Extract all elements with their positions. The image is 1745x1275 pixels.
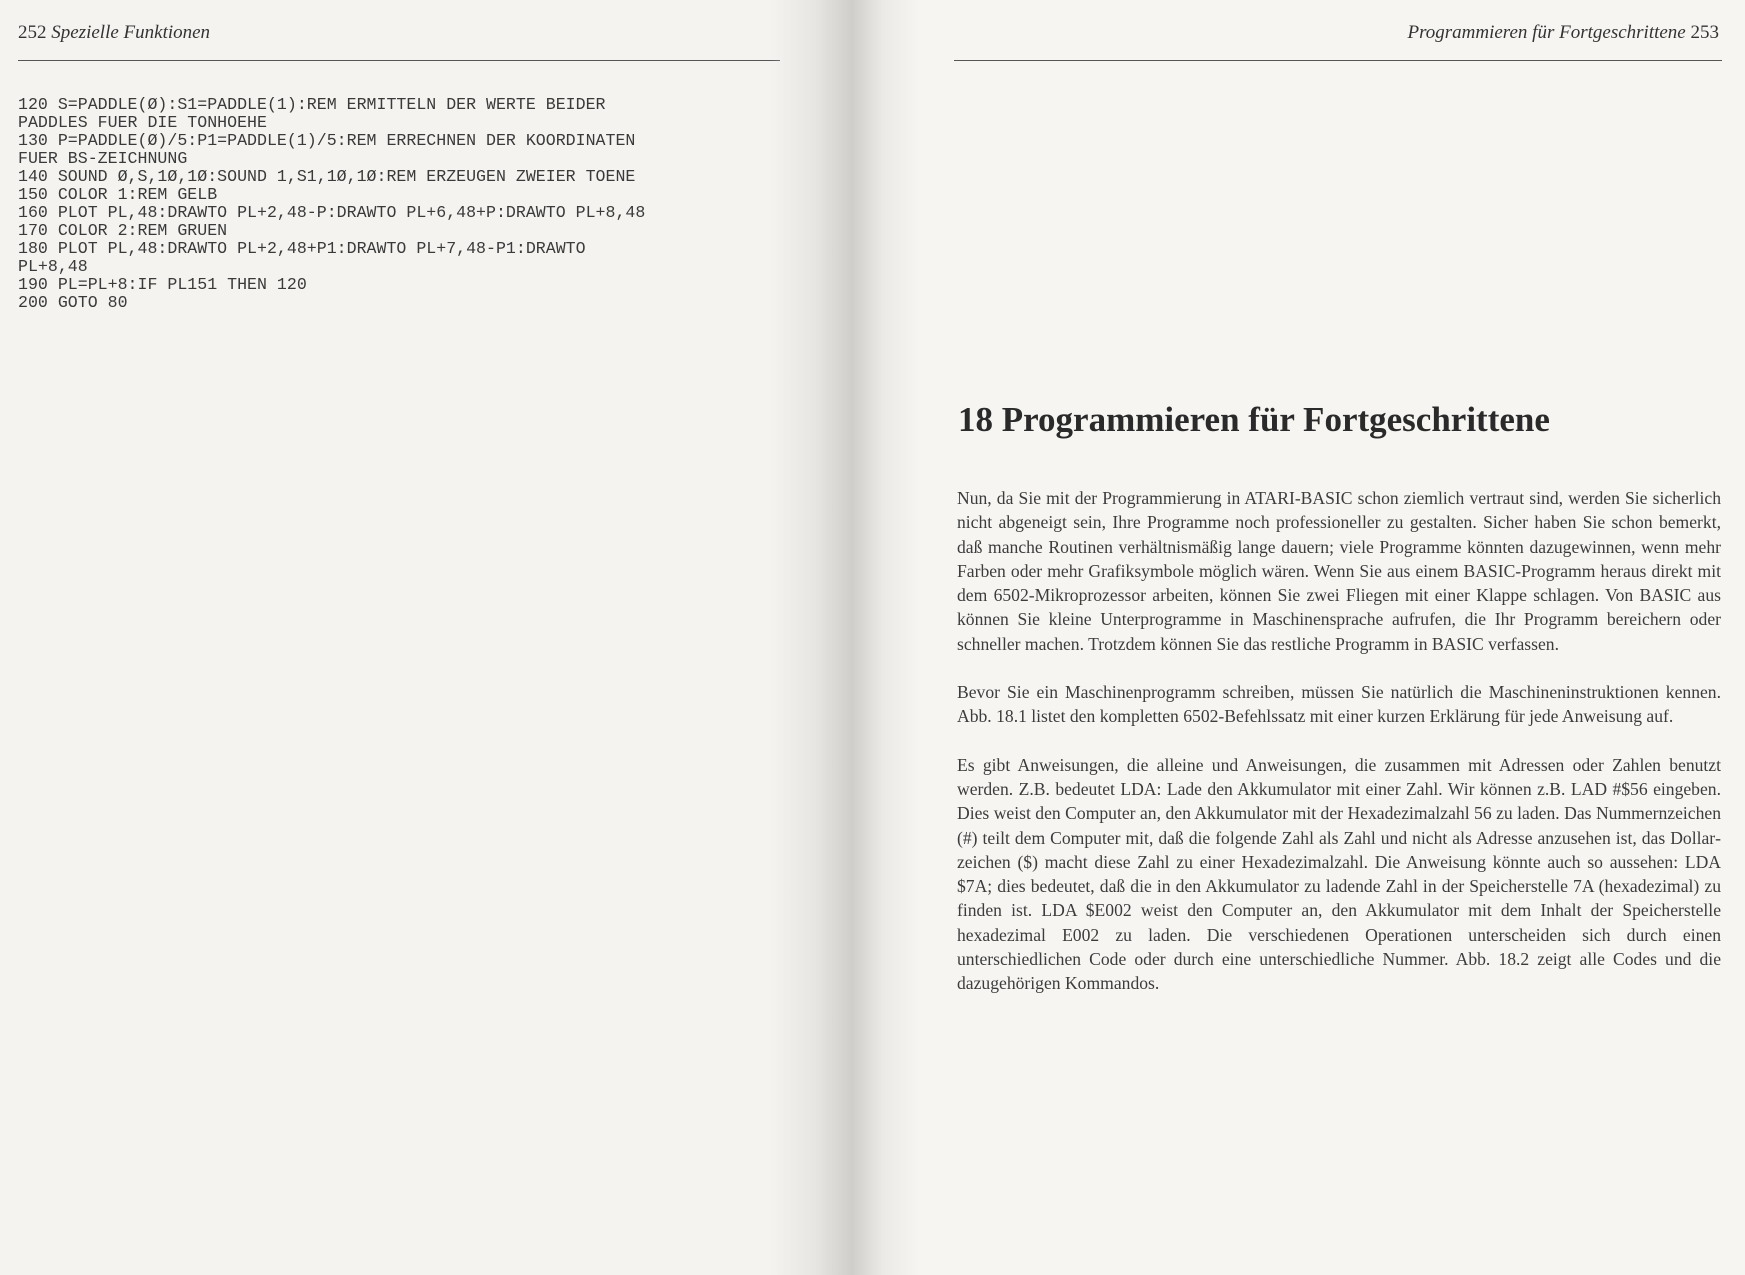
code-line: 120 S=PADDLE(Ø):S1=PADDLE(1):REM ERMITTELN DER WERTE BEIDER xyxy=(18,95,606,114)
code-line: 200 GOTO 80 xyxy=(18,293,128,312)
chapter-body xyxy=(957,486,1721,1020)
paragraph: Bevor Sie ein Maschinenprogramm schreiben, müssen Sie natürlich die Maschineninstruktionen kennen. Abb. 18.1 listet den kompletten 6502-Befehlssatz mit einer kurzen Erklärung für jede Anweisung auf. xyxy=(957,682,1721,727)
right-page-number: 253 xyxy=(1690,22,1719,43)
right-running-head xyxy=(1407,22,1719,44)
left-page xyxy=(0,0,858,1275)
code-line: PADDLES FUER DIE TONHOEHE xyxy=(18,113,267,132)
left-header-rule xyxy=(18,60,780,61)
code-line: 170 COLOR 2:REM GRUEN xyxy=(18,221,228,240)
code-line: FUER BS-ZEICHNUNG xyxy=(18,149,188,168)
code-line: 160 PLOT PL,48:DRAWTO PL+2,48-P:DRAWTO PL+6,48+P:DRAWTO PL+8,48 xyxy=(18,203,646,222)
code-line: 180 PLOT PL,48:DRAWTO PL+2,48+P1:DRAWTO PL+7,48-P1:DRAWTO xyxy=(18,239,586,258)
right-page xyxy=(858,0,1745,1275)
code-line: 190 PL=PL+8:IF PL151 THEN 120 xyxy=(18,275,307,294)
code-line: 130 P=PADDLE(Ø)/5:P1=PADDLE(1)/5:REM ERRECHNEN DER KOORDINATEN xyxy=(18,131,636,150)
paragraph: Es gibt Anweisungen, die alleine und Anweisungen, die zusammen mit Adressen oder Zahlen benutzt werden. Z.B. bedeutet LDA: Lade den Akkumulator mit einer Zahl. Wir können z.B. LAD #$56 eingeben. Dies weist den Computer an, den Akkumulator mit der Hexadezimalzahl 56 zu laden. Das Nummernzeichen (#) teilt dem Computer mit, daß die folgende Zahl als Zahl und nicht als Adresse anzusehen ist, das Dollarzeichen ($) macht diese Zahl zu einer Hexadezimalzahl. Die Anweisung könnte auch so aussehen: LDA $7A; dies bedeutet, daß die in den Akkumulator zu ladende Zahl in der Speicherstelle 7A (hexadezimal) zu finden ist. LDA $E002 weist den Computer an, den Akkumulator mit dem Inhalt der Speicherstelle hexadezimal E002 zu laden. Die verschiedenen Operationen unterscheiden sich durch einen unterschiedlichen Code oder durch eine unterschiedliche Nummer. Abb. 18.2 zeigt alle Codes und die dazugehörigen Kommandos. xyxy=(957,754,1721,994)
chapter-title: 18 Programmieren für Fortgeschrittene xyxy=(958,400,1550,439)
left-running-head xyxy=(18,22,210,44)
right-running-title: Programmieren für Fortgeschrittene xyxy=(1407,22,1686,43)
paragraph: Nun, da Sie mit der Programmierung in ATARI-BASIC schon ziemlich vertraut sind, werden Sie sicherlich nicht abgeneigt sein, Ihre Programme noch professioneller zu gestalten. Sicher haben Sie schon bemerkt, daß manche Routinen verhältnismäßig lange dauern; viele Programme könnten dazugewinnen, wenn mehr Farben oder mehr Grafiksymbole möglich wären. Wenn Sie aus einem BASIC-Programm heraus direkt mit dem 6502-Mikroprozessor arbeiten, können Sie zwei Fliegen mit einer Klappe schlagen. Von BASIC aus können Sie kleine Unterprogramme in Maschinensprache aufrufen, die Ihr Programm bereichern oder schneller machen. Trotzdem können Sie das restliche Programm in BASIC verfassen. xyxy=(957,488,1721,654)
left-running-title: Spezielle Funktionen xyxy=(51,22,211,43)
code-line: PL+8,48 xyxy=(18,257,88,276)
code-line: 150 COLOR 1:REM GELB xyxy=(18,185,218,204)
right-header-rule xyxy=(954,60,1722,61)
left-page-number: 252 xyxy=(18,22,47,43)
code-line: 140 SOUND Ø,S,1Ø,1Ø:SOUND 1,S1,1Ø,1Ø:REM ERZEUGEN ZWEIER TOENE xyxy=(18,167,636,186)
basic-code-listing xyxy=(18,96,798,312)
